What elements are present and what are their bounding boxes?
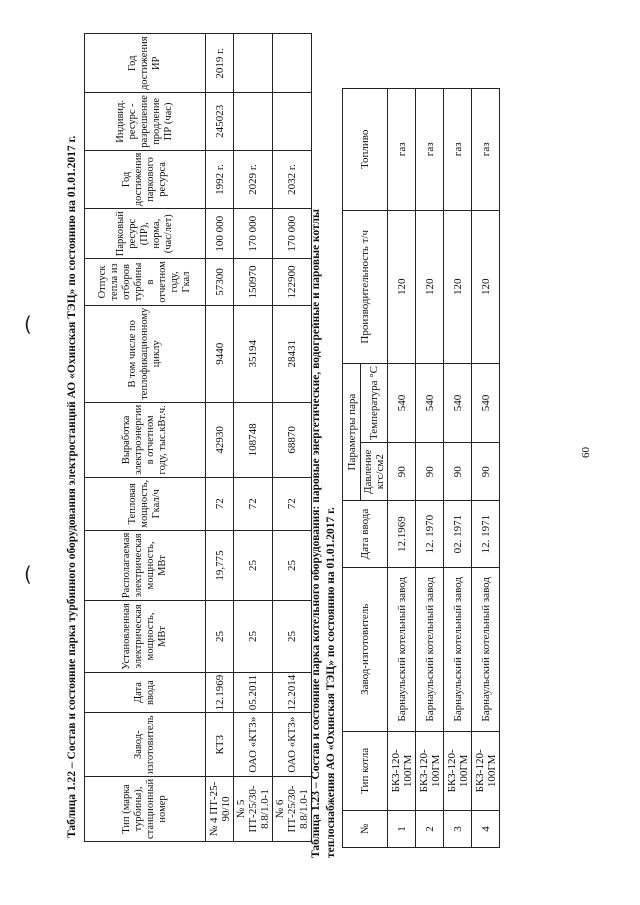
cell <box>273 93 312 151</box>
punch-hole-mark: ( <box>24 562 32 586</box>
cell: 90 <box>472 443 500 501</box>
cell: ОАО «КТЗ» <box>234 713 273 776</box>
cell: 57300 <box>206 259 234 306</box>
cell: БКЗ-120-100ГМ <box>472 731 500 810</box>
table-1-23-caption-line-1: Таблица 1.23 – Состав и состояние парка котельного оборудования: паровые энергетические, водогрейные и паровые котлы <box>310 209 322 858</box>
cell: 540 <box>416 363 444 442</box>
cell: 122900 <box>273 259 312 306</box>
header-temperature: Температура °С <box>361 363 388 442</box>
cell: 1 <box>388 811 416 848</box>
cell: 02. 1971 <box>444 501 472 568</box>
cell: 120 <box>416 210 444 363</box>
page-number: 60 <box>580 447 592 458</box>
table-row <box>273 34 312 842</box>
cell <box>234 34 273 93</box>
header-pressure: Давление кгс/см2 <box>361 443 388 501</box>
cell: 170 000 <box>234 209 273 259</box>
cell: 120 <box>444 210 472 363</box>
header-boiler-type: Тип котла <box>343 731 388 810</box>
header-heat-power: Тепловая мощность, Гкал/ч <box>85 477 206 530</box>
table-header-row <box>85 34 206 842</box>
header-ir-year: Год достижения ИР <box>85 34 206 93</box>
cell: 540 <box>444 363 472 442</box>
cell: газ <box>472 89 500 211</box>
cell <box>234 93 273 151</box>
cell: № 6 ПТ-25/30-8.8/1.0-1 <box>273 776 312 841</box>
cell: 1992 г. <box>206 150 234 209</box>
header-num: № <box>343 811 388 848</box>
table-1-23-caption-line-2: теплоснабжения АО «Охинская ТЭЦ» по состоянию на 01.01.2017 г. <box>325 507 337 858</box>
cell: 90 <box>444 443 472 501</box>
header-steam-params: Параметры пара <box>343 363 361 500</box>
cell: 540 <box>388 363 416 442</box>
table-row <box>416 89 444 848</box>
cell <box>273 34 312 93</box>
cell: Барнаульский котельный завод <box>416 567 444 731</box>
cell: газ <box>416 89 444 211</box>
cell: 35194 <box>234 305 273 402</box>
cell: 12.2014 <box>273 672 312 713</box>
cell: Барнаульский котельный завод <box>444 567 472 731</box>
header-power-generation: Выработка электроэнергии в отчетном году, тыс.кВт.ч. <box>85 402 206 477</box>
cell: 2032 г. <box>273 150 312 209</box>
header-individual-resource: Индивид. ресурс - разрешение продление ПР (час) <box>85 93 206 151</box>
header-installed-power: Установленная электрическая мощность, МВт <box>85 601 206 673</box>
cell: 19,775 <box>206 530 234 600</box>
cell: 25 <box>273 601 312 673</box>
header-park-resource: Парковый ресурс (ПР), норма, (час/лет) <box>85 209 206 259</box>
header-fuel: Топливо <box>343 89 388 211</box>
cell: 540 <box>472 363 500 442</box>
table-row <box>444 89 472 848</box>
cell: 42930 <box>206 402 234 477</box>
cell: 25 <box>234 530 273 600</box>
cell: 150970 <box>234 259 273 306</box>
cell: ОАО «КТЗ» <box>273 713 312 776</box>
cell: 12.1969 <box>206 672 234 713</box>
cell: 05.2011 <box>234 672 273 713</box>
punch-hole-mark: ( <box>24 312 32 336</box>
cell: БКЗ-120-100ГМ <box>416 731 444 810</box>
boiler-equipment-table <box>342 88 500 848</box>
cell: БКЗ-120-100ГМ <box>444 731 472 810</box>
cell: 25 <box>206 601 234 673</box>
header-park-resource-year: Год достижения паркового ресурса <box>85 150 206 209</box>
cell: 12. 1970 <box>416 501 444 568</box>
cell: 4 <box>472 811 500 848</box>
table-row <box>472 89 500 848</box>
cell: 2 <box>416 811 444 848</box>
header-maker: Завод-изготовитель <box>343 567 388 731</box>
cell: 72 <box>273 477 312 530</box>
cell: 28431 <box>273 305 312 402</box>
cell: 170 000 <box>273 209 312 259</box>
cell: 100 000 <box>206 209 234 259</box>
cell: 120 <box>388 210 416 363</box>
cell: 12. 1971 <box>472 501 500 568</box>
header-heat-supply: Отпуск тепла из отборов турбины в отчетном году, Гкал <box>85 259 206 306</box>
cell: № 4 ПТ-25-90/10 <box>206 776 234 841</box>
cell: 68870 <box>273 402 312 477</box>
turbine-equipment-table <box>84 33 312 842</box>
header-date: Дата ввода <box>343 501 388 568</box>
cell: 90 <box>416 443 444 501</box>
cell: 2029 г. <box>234 150 273 209</box>
table-header-row <box>343 89 361 848</box>
cell: 25 <box>234 601 273 673</box>
cell: газ <box>444 89 472 211</box>
cell: 3 <box>444 811 472 848</box>
header-turbine-type: Тип (марка турбины), станционный номер <box>85 776 206 841</box>
cell: 2019 г. <box>206 34 234 93</box>
header-date: Дата ввода <box>85 672 206 713</box>
cell: 25 <box>273 530 312 600</box>
table-1-22-caption: Таблица 1.22 – Состав и состояние парка турбинного оборудования электростанций АО «Охинская ТЭЦ» по состоянию на 01.01.2017 г. <box>66 135 78 838</box>
table-row <box>206 34 234 842</box>
cell: 90 <box>388 443 416 501</box>
cell: 245023 <box>206 93 234 151</box>
header-available-power: Располагаемая электрическая мощность, МВт <box>85 530 206 600</box>
header-heating-cycle: В том числе по теплофикационному циклу <box>85 305 206 402</box>
cell: Барнаульский котельный завод <box>388 567 416 731</box>
cell: БКЗ-120-100ГМ <box>388 731 416 810</box>
cell: газ <box>388 89 416 211</box>
cell: 72 <box>206 477 234 530</box>
cell: КТЗ <box>206 713 234 776</box>
cell: 120 <box>472 210 500 363</box>
cell: 72 <box>234 477 273 530</box>
cell: Барнаульский котельный завод <box>472 567 500 731</box>
cell: 12.1969 <box>388 501 416 568</box>
table-row <box>234 34 273 842</box>
header-capacity: Производительность т/ч <box>343 210 388 363</box>
cell: № 5 ПТ-25/30-8.8/1.0-1 <box>234 776 273 841</box>
cell: 108748 <box>234 402 273 477</box>
cell: 9440 <box>206 305 234 402</box>
table-row <box>388 89 416 848</box>
header-maker: Завод-изготовитель <box>85 713 206 776</box>
